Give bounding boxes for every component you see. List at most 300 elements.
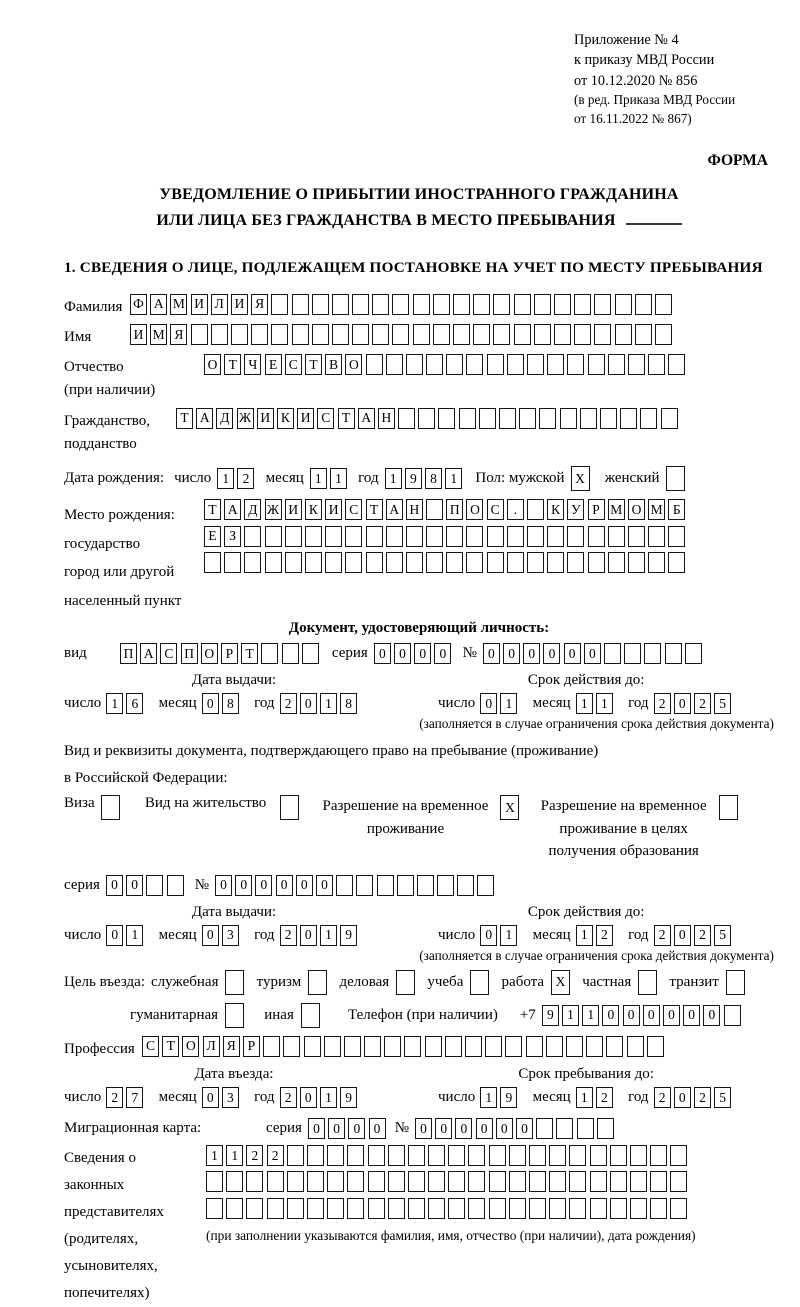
char-box[interactable] [534, 294, 551, 315]
char-box[interactable]: 1 [320, 693, 337, 714]
char-box[interactable] [594, 294, 611, 315]
char-box[interactable]: А [150, 294, 167, 315]
char-box[interactable] [580, 408, 597, 429]
char-box[interactable]: 1 [445, 468, 462, 489]
char-box[interactable]: 1 [500, 693, 517, 714]
char-box[interactable]: 5 [714, 1087, 731, 1108]
char-box[interactable]: Т [162, 1036, 179, 1057]
char-box[interactable]: 0 [674, 925, 691, 946]
char-box[interactable] [661, 408, 678, 429]
char-box[interactable]: К [547, 499, 564, 520]
char-box[interactable]: 0 [584, 643, 601, 664]
char-box[interactable]: 8 [340, 693, 357, 714]
char-box[interactable]: 0 [543, 643, 560, 664]
char-box[interactable]: X [500, 795, 519, 820]
char-box[interactable] [529, 1171, 546, 1192]
char-box[interactable] [567, 354, 584, 375]
char-box[interactable]: А [140, 643, 157, 664]
char-box[interactable]: 0 [255, 875, 272, 896]
char-box[interactable]: Я [170, 324, 187, 345]
char-box[interactable]: Т [305, 354, 322, 375]
char-box[interactable] [352, 294, 369, 315]
char-box[interactable] [302, 643, 319, 664]
char-box[interactable] [487, 526, 504, 547]
char-box[interactable] [600, 408, 617, 429]
char-box[interactable] [347, 1171, 364, 1192]
char-box[interactable] [640, 408, 657, 429]
char-box[interactable] [345, 526, 362, 547]
char-box[interactable]: 0 [106, 875, 123, 896]
char-box[interactable] [345, 552, 362, 573]
char-box[interactable]: 1 [310, 468, 327, 489]
char-box[interactable] [473, 324, 490, 345]
char-box[interactable]: 0 [435, 1118, 452, 1139]
char-box[interactable] [246, 1171, 263, 1192]
char-box[interactable]: О [466, 499, 483, 520]
char-box[interactable]: 1 [126, 925, 143, 946]
char-box[interactable]: И [257, 408, 274, 429]
char-box[interactable] [261, 643, 278, 664]
char-box[interactable]: 2 [654, 693, 671, 714]
char-box[interactable] [457, 875, 474, 896]
char-box[interactable] [226, 1171, 243, 1192]
char-box[interactable]: 0 [300, 925, 317, 946]
char-box[interactable]: М [608, 499, 625, 520]
char-box[interactable]: 2 [237, 468, 254, 489]
char-box[interactable]: 1 [106, 693, 123, 714]
char-box[interactable] [267, 1171, 284, 1192]
char-box[interactable] [396, 970, 415, 995]
char-box[interactable]: 9 [405, 468, 422, 489]
char-box[interactable] [547, 354, 564, 375]
char-box[interactable]: 7 [126, 1087, 143, 1108]
char-box[interactable]: 0 [703, 1005, 720, 1026]
char-box[interactable]: 2 [280, 1087, 297, 1108]
char-box[interactable] [526, 1036, 543, 1057]
char-box[interactable] [428, 1198, 445, 1219]
char-box[interactable] [477, 875, 494, 896]
char-box[interactable]: С [285, 354, 302, 375]
char-box[interactable]: М [648, 499, 665, 520]
char-box[interactable] [101, 795, 120, 820]
char-box[interactable] [670, 1171, 687, 1192]
char-box[interactable] [608, 526, 625, 547]
char-box[interactable] [627, 1036, 644, 1057]
char-box[interactable] [685, 643, 702, 664]
char-box[interactable]: П [120, 643, 137, 664]
char-box[interactable]: 6 [126, 693, 143, 714]
char-box[interactable] [650, 1171, 667, 1192]
char-box[interactable] [426, 354, 443, 375]
char-box[interactable] [304, 1036, 321, 1057]
char-box[interactable] [206, 1198, 223, 1219]
char-box[interactable]: 1 [217, 468, 234, 489]
char-box[interactable]: Е [265, 354, 282, 375]
char-box[interactable]: 0 [455, 1118, 472, 1139]
char-box[interactable] [610, 1198, 627, 1219]
char-box[interactable]: 0 [300, 693, 317, 714]
char-box[interactable] [479, 408, 496, 429]
char-box[interactable] [225, 970, 244, 995]
char-box[interactable] [604, 643, 621, 664]
char-box[interactable] [650, 1198, 667, 1219]
char-box[interactable] [413, 324, 430, 345]
char-box[interactable] [485, 1036, 502, 1057]
char-box[interactable] [635, 294, 652, 315]
char-box[interactable] [344, 1036, 361, 1057]
char-box[interactable]: 9 [542, 1005, 559, 1026]
char-box[interactable]: А [386, 499, 403, 520]
char-box[interactable] [244, 552, 261, 573]
char-box[interactable]: 0 [476, 1118, 493, 1139]
char-box[interactable] [364, 1036, 381, 1057]
char-box[interactable] [352, 324, 369, 345]
char-box[interactable] [388, 1198, 405, 1219]
char-box[interactable] [426, 499, 443, 520]
char-box[interactable]: Т [204, 499, 221, 520]
char-box[interactable]: 1 [576, 925, 593, 946]
char-box[interactable]: 2 [596, 925, 613, 946]
char-box[interactable] [332, 324, 349, 345]
char-box[interactable] [244, 526, 261, 547]
char-box[interactable] [670, 1198, 687, 1219]
char-box[interactable]: 2 [694, 925, 711, 946]
char-box[interactable] [489, 1171, 506, 1192]
char-box[interactable]: 0 [674, 1087, 691, 1108]
char-box[interactable]: 0 [523, 643, 540, 664]
char-box[interactable] [574, 324, 591, 345]
char-box[interactable] [577, 1118, 594, 1139]
char-box[interactable]: Р [588, 499, 605, 520]
char-box[interactable] [283, 1036, 300, 1057]
char-box[interactable] [536, 1118, 553, 1139]
char-box[interactable] [569, 1198, 586, 1219]
char-box[interactable]: 9 [500, 1087, 517, 1108]
char-box[interactable] [287, 1198, 304, 1219]
char-box[interactable]: 1 [500, 925, 517, 946]
char-box[interactable] [620, 408, 637, 429]
char-box[interactable] [305, 552, 322, 573]
char-box[interactable] [628, 354, 645, 375]
char-box[interactable]: С [160, 643, 177, 664]
char-box[interactable] [312, 324, 329, 345]
char-box[interactable]: У [567, 499, 584, 520]
char-box[interactable]: К [277, 408, 294, 429]
char-box[interactable] [246, 1198, 263, 1219]
char-box[interactable] [386, 354, 403, 375]
char-box[interactable] [567, 552, 584, 573]
char-box[interactable]: 2 [596, 1087, 613, 1108]
char-box[interactable]: 3 [222, 1087, 239, 1108]
char-box[interactable]: 0 [414, 643, 431, 664]
char-box[interactable] [446, 354, 463, 375]
char-box[interactable]: Ч [244, 354, 261, 375]
char-box[interactable] [386, 526, 403, 547]
char-box[interactable] [327, 1198, 344, 1219]
char-box[interactable]: 2 [654, 1087, 671, 1108]
char-box[interactable]: Я [251, 294, 268, 315]
char-box[interactable] [366, 354, 383, 375]
char-box[interactable] [470, 970, 489, 995]
char-box[interactable] [588, 354, 605, 375]
char-box[interactable] [448, 1171, 465, 1192]
char-box[interactable] [211, 324, 228, 345]
char-box[interactable] [668, 552, 685, 573]
char-box[interactable]: Л [211, 294, 228, 315]
char-box[interactable] [466, 552, 483, 573]
char-box[interactable] [567, 526, 584, 547]
char-box[interactable] [519, 408, 536, 429]
char-box[interactable] [507, 354, 524, 375]
char-box[interactable]: 0 [480, 693, 497, 714]
char-box[interactable] [554, 294, 571, 315]
char-box[interactable]: 0 [415, 1118, 432, 1139]
char-box[interactable] [271, 294, 288, 315]
char-box[interactable]: Н [378, 408, 395, 429]
char-box[interactable]: 1 [330, 468, 347, 489]
char-box[interactable]: Р [243, 1036, 260, 1057]
char-box[interactable]: 0 [215, 875, 232, 896]
char-box[interactable]: 0 [202, 925, 219, 946]
char-box[interactable] [514, 294, 531, 315]
char-box[interactable]: 2 [106, 1087, 123, 1108]
char-box[interactable] [426, 552, 443, 573]
char-box[interactable]: Т [241, 643, 258, 664]
char-box[interactable] [529, 1198, 546, 1219]
char-box[interactable] [509, 1171, 526, 1192]
char-box[interactable]: 0 [683, 1005, 700, 1026]
char-box[interactable] [445, 1036, 462, 1057]
char-box[interactable] [527, 552, 544, 573]
char-box[interactable]: 2 [694, 693, 711, 714]
char-box[interactable]: 0 [503, 643, 520, 664]
char-box[interactable] [644, 643, 661, 664]
char-box[interactable] [384, 1036, 401, 1057]
char-box[interactable]: 9 [340, 925, 357, 946]
char-box[interactable] [665, 643, 682, 664]
char-box[interactable]: 0 [126, 875, 143, 896]
char-box[interactable]: 0 [202, 693, 219, 714]
char-box[interactable]: Д [216, 408, 233, 429]
char-box[interactable]: . [507, 499, 524, 520]
char-box[interactable] [438, 408, 455, 429]
char-box[interactable]: А [224, 499, 241, 520]
char-box[interactable] [560, 408, 577, 429]
char-box[interactable]: 2 [280, 693, 297, 714]
char-box[interactable] [437, 875, 454, 896]
char-box[interactable] [547, 552, 564, 573]
char-box[interactable] [332, 294, 349, 315]
char-box[interactable] [225, 1003, 244, 1028]
char-box[interactable] [366, 552, 383, 573]
char-box[interactable]: 2 [280, 925, 297, 946]
char-box[interactable] [493, 294, 510, 315]
char-box[interactable] [554, 324, 571, 345]
char-box[interactable]: 0 [106, 925, 123, 946]
char-box[interactable]: О [345, 354, 362, 375]
char-box[interactable] [312, 294, 329, 315]
char-box[interactable]: С [487, 499, 504, 520]
char-box[interactable] [417, 875, 434, 896]
char-box[interactable] [719, 795, 738, 820]
char-box[interactable] [648, 526, 665, 547]
char-box[interactable] [586, 1036, 603, 1057]
char-box[interactable] [425, 1036, 442, 1057]
char-box[interactable] [539, 408, 556, 429]
char-box[interactable]: 8 [222, 693, 239, 714]
char-box[interactable] [615, 294, 632, 315]
char-box[interactable]: 1 [320, 925, 337, 946]
char-box[interactable]: 0 [308, 1118, 325, 1139]
char-box[interactable] [287, 1171, 304, 1192]
char-box[interactable] [588, 526, 605, 547]
char-box[interactable] [655, 294, 672, 315]
char-box[interactable] [546, 1036, 563, 1057]
char-box[interactable] [597, 1118, 614, 1139]
char-box[interactable] [527, 354, 544, 375]
char-box[interactable] [668, 526, 685, 547]
char-box[interactable] [372, 324, 389, 345]
char-box[interactable] [408, 1171, 425, 1192]
char-box[interactable]: 0 [348, 1118, 365, 1139]
char-box[interactable]: 1 [320, 1087, 337, 1108]
char-box[interactable]: 1 [385, 468, 402, 489]
char-box[interactable]: 0 [496, 1118, 513, 1139]
char-box[interactable] [647, 1036, 664, 1057]
char-box[interactable]: 0 [296, 875, 313, 896]
char-box[interactable]: Т [338, 408, 355, 429]
char-box[interactable] [487, 354, 504, 375]
char-box[interactable]: И [297, 408, 314, 429]
char-box[interactable] [590, 1198, 607, 1219]
char-box[interactable]: 2 [654, 925, 671, 946]
char-box[interactable] [624, 643, 641, 664]
char-box[interactable]: С [345, 499, 362, 520]
char-box[interactable]: 0 [316, 875, 333, 896]
char-box[interactable] [406, 526, 423, 547]
char-box[interactable] [305, 526, 322, 547]
char-box[interactable] [648, 552, 665, 573]
char-box[interactable] [453, 294, 470, 315]
char-box[interactable] [569, 1171, 586, 1192]
char-box[interactable] [404, 1036, 421, 1057]
char-box[interactable]: Т [176, 408, 193, 429]
char-box[interactable]: 0 [202, 1087, 219, 1108]
char-box[interactable] [628, 552, 645, 573]
char-box[interactable] [285, 526, 302, 547]
char-box[interactable] [509, 1198, 526, 1219]
char-box[interactable] [547, 526, 564, 547]
char-box[interactable] [285, 552, 302, 573]
char-box[interactable]: X [551, 970, 570, 995]
char-box[interactable]: 0 [369, 1118, 386, 1139]
char-box[interactable]: 9 [340, 1087, 357, 1108]
char-box[interactable] [433, 294, 450, 315]
char-box[interactable]: М [150, 324, 167, 345]
char-box[interactable]: О [182, 1036, 199, 1057]
char-box[interactable] [204, 552, 221, 573]
char-box[interactable] [325, 526, 342, 547]
char-box[interactable] [628, 526, 645, 547]
char-box[interactable] [327, 1171, 344, 1192]
char-box[interactable]: Е [204, 526, 221, 547]
char-box[interactable]: 0 [374, 643, 391, 664]
char-box[interactable]: Н [406, 499, 423, 520]
char-box[interactable]: И [130, 324, 147, 345]
char-box[interactable] [406, 354, 423, 375]
char-box[interactable]: В [325, 354, 342, 375]
char-box[interactable] [630, 1171, 647, 1192]
char-box[interactable] [588, 552, 605, 573]
char-box[interactable] [615, 324, 632, 345]
char-box[interactable]: 5 [714, 693, 731, 714]
char-box[interactable] [489, 1198, 506, 1219]
char-box[interactable]: 1 [576, 1087, 593, 1108]
char-box[interactable]: М [170, 294, 187, 315]
char-box[interactable] [606, 1036, 623, 1057]
char-box[interactable]: 2 [246, 1145, 263, 1166]
char-box[interactable] [336, 875, 353, 896]
char-box[interactable] [388, 1171, 405, 1192]
char-box[interactable]: 2 [694, 1087, 711, 1108]
char-box[interactable]: 0 [602, 1005, 619, 1026]
char-box[interactable]: 0 [483, 643, 500, 664]
char-box[interactable]: 0 [300, 1087, 317, 1108]
char-box[interactable] [426, 526, 443, 547]
char-box[interactable]: Я [223, 1036, 240, 1057]
char-box[interactable] [448, 1198, 465, 1219]
char-box[interactable]: И [231, 294, 248, 315]
char-box[interactable] [406, 552, 423, 573]
char-box[interactable] [325, 552, 342, 573]
char-box[interactable]: 0 [235, 875, 252, 896]
char-box[interactable] [307, 1198, 324, 1219]
char-box[interactable]: О [628, 499, 645, 520]
char-box[interactable]: Б [668, 499, 685, 520]
char-box[interactable] [466, 354, 483, 375]
char-box[interactable]: 0 [564, 643, 581, 664]
char-box[interactable]: 1 [596, 693, 613, 714]
char-box[interactable] [433, 324, 450, 345]
char-box[interactable]: П [181, 643, 198, 664]
char-box[interactable] [271, 324, 288, 345]
char-box[interactable] [356, 875, 373, 896]
char-box[interactable] [466, 526, 483, 547]
char-box[interactable] [267, 1198, 284, 1219]
char-box[interactable]: Ф [130, 294, 147, 315]
char-box[interactable] [527, 526, 544, 547]
char-box[interactable]: Л [203, 1036, 220, 1057]
char-box[interactable]: 3 [222, 925, 239, 946]
char-box[interactable] [465, 1036, 482, 1057]
char-box[interactable]: 1 [480, 1087, 497, 1108]
char-box[interactable] [507, 526, 524, 547]
char-box[interactable] [556, 1118, 573, 1139]
char-box[interactable]: О [204, 354, 221, 375]
char-box[interactable] [655, 324, 672, 345]
char-box[interactable]: 0 [516, 1118, 533, 1139]
char-box[interactable]: 1 [206, 1145, 223, 1166]
char-box[interactable] [638, 970, 657, 995]
char-box[interactable] [377, 875, 394, 896]
char-box[interactable] [398, 408, 415, 429]
char-box[interactable] [635, 324, 652, 345]
char-box[interactable]: 1 [226, 1145, 243, 1166]
char-box[interactable] [574, 294, 591, 315]
char-box[interactable]: 1 [576, 693, 593, 714]
char-box[interactable] [368, 1171, 385, 1192]
char-box[interactable] [265, 552, 282, 573]
